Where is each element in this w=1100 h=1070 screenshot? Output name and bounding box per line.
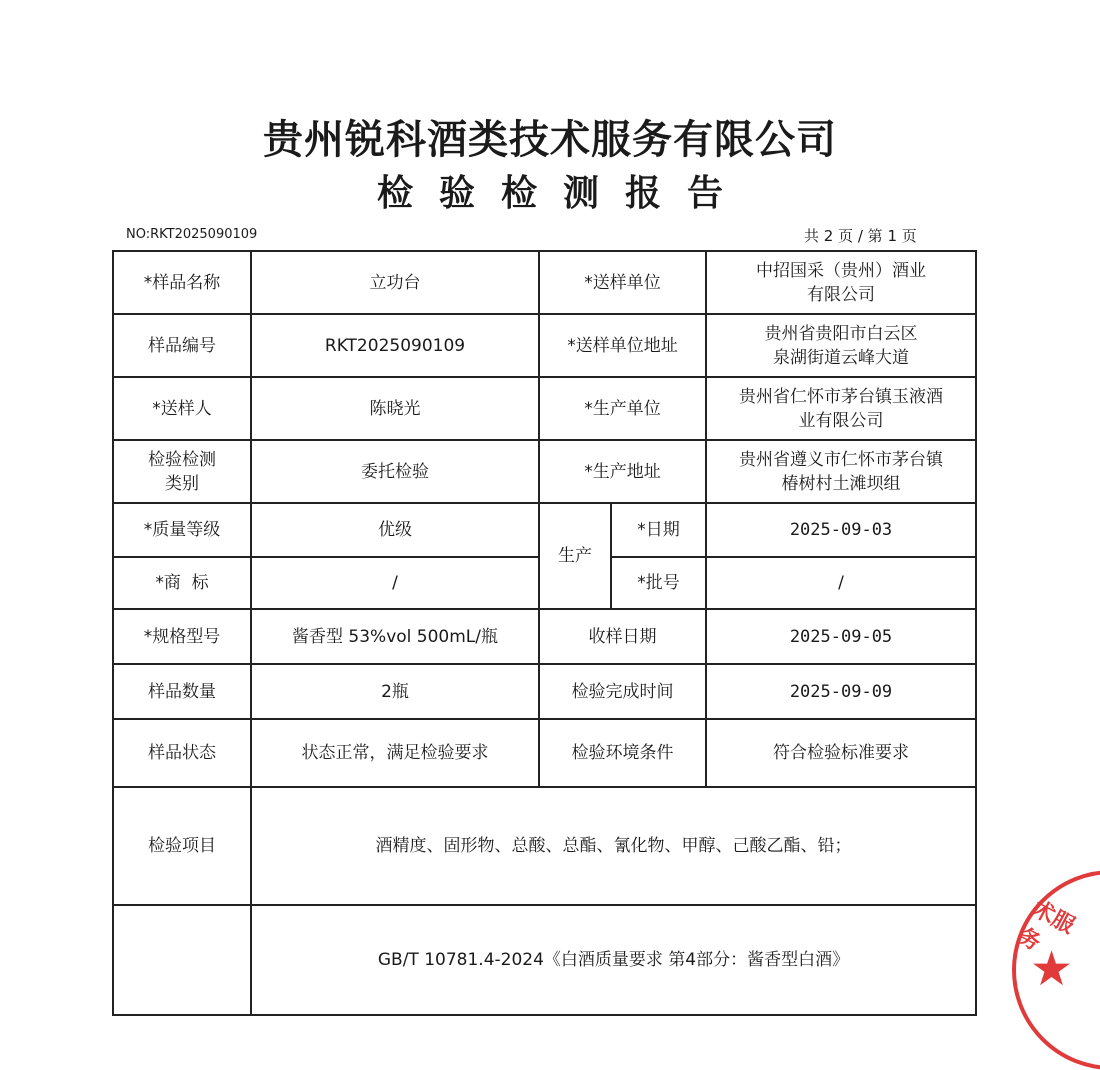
value-sample-id: RKT2025090109 xyxy=(251,314,539,377)
value-manufacturer: 贵州省仁怀市茅台镇玉液酒 业有限公司 xyxy=(706,377,976,440)
value-submitter-unit: 中招国采（贵州）酒业 有限公司 xyxy=(706,251,976,314)
label-sample-id: 样品编号 xyxy=(113,314,251,377)
label-test-items: 检验项目 xyxy=(113,787,251,905)
value-submitter-person: 陈晓光 xyxy=(251,377,539,440)
value-environment: 符合检验标准要求 xyxy=(706,719,976,787)
table-row xyxy=(113,251,976,314)
company-name: 贵州锐科酒类技术服务有限公司 xyxy=(263,117,837,163)
value-sample-condition: 状态正常，满足检验要求 xyxy=(251,719,539,787)
table-row xyxy=(113,503,976,557)
label-sample-condition: 样品状态 xyxy=(113,719,251,787)
table-row xyxy=(113,440,976,503)
value-specification: 酱香型 53%vol 500mL/瓶 xyxy=(251,609,539,664)
table-row xyxy=(113,314,976,377)
value-sample-quantity: 2瓶 xyxy=(251,664,539,719)
label-production-date: *日期 xyxy=(611,503,706,557)
label-manufacturer: *生产单位 xyxy=(539,377,706,440)
label-quality-grade: *质量等级 xyxy=(113,503,251,557)
table-row xyxy=(113,664,976,719)
label-sample-quantity: 样品数量 xyxy=(113,664,251,719)
page-info: 共 2 页 / 第 1 页 xyxy=(804,227,917,245)
value-sample-name: 立功台 xyxy=(251,251,539,314)
label-test-basis xyxy=(113,905,251,1015)
label-trademark: *商 标 xyxy=(113,557,251,609)
table-row xyxy=(113,719,976,787)
seal-star-icon: ★ xyxy=(1030,941,1074,997)
label-completion-time: 检验完成时间 xyxy=(539,664,706,719)
label-production-address: *生产地址 xyxy=(539,440,706,503)
label-test-category: 检验检测 类别 xyxy=(113,440,251,503)
label-sample-name: *样品名称 xyxy=(113,251,251,314)
value-production-address: 贵州省遵义市仁怀市茅台镇 椿树村土滩坝组 xyxy=(706,440,976,503)
label-submitter-address: *送样单位地址 xyxy=(539,314,706,377)
label-received-date: 收样日期 xyxy=(539,609,706,664)
value-received-date: 2025-09-05 xyxy=(706,609,976,664)
value-production-date: 2025-09-03 xyxy=(706,503,976,557)
table-row xyxy=(113,905,976,1015)
value-test-standard: GB/T 10781.4-2024《白酒质量要求 第4部分：酱香型白酒》 xyxy=(251,905,976,1015)
value-quality-grade: 优级 xyxy=(251,503,539,557)
report-table xyxy=(112,250,977,1016)
value-submitter-address: 贵州省贵阳市白云区 泉湖街道云峰大道 xyxy=(706,314,976,377)
seal-text: 术服务 xyxy=(1013,896,1079,957)
table-row xyxy=(113,377,976,440)
value-test-category: 委托检验 xyxy=(251,440,539,503)
label-submitter-person: *送样人 xyxy=(113,377,251,440)
value-trademark: / xyxy=(251,557,539,609)
label-batch-number: *批号 xyxy=(611,557,706,609)
report-title: 检验检测报告 xyxy=(376,173,749,214)
report-number: NO:RKT2025090109 xyxy=(126,227,258,242)
value-completion-time: 2025-09-09 xyxy=(706,664,976,719)
value-batch-number: / xyxy=(706,557,976,609)
value-test-items: 酒精度、固形物、总酸、总酯、氰化物、甲醇、己酸乙酯、铅； xyxy=(251,787,976,905)
label-environment: 检验环境条件 xyxy=(539,719,706,787)
label-submitter-unit: *送样单位 xyxy=(539,251,706,314)
label-production: 生产 xyxy=(539,503,611,609)
label-specification: *规格型号 xyxy=(113,609,251,664)
table-row xyxy=(113,787,976,905)
table-row xyxy=(113,609,976,664)
